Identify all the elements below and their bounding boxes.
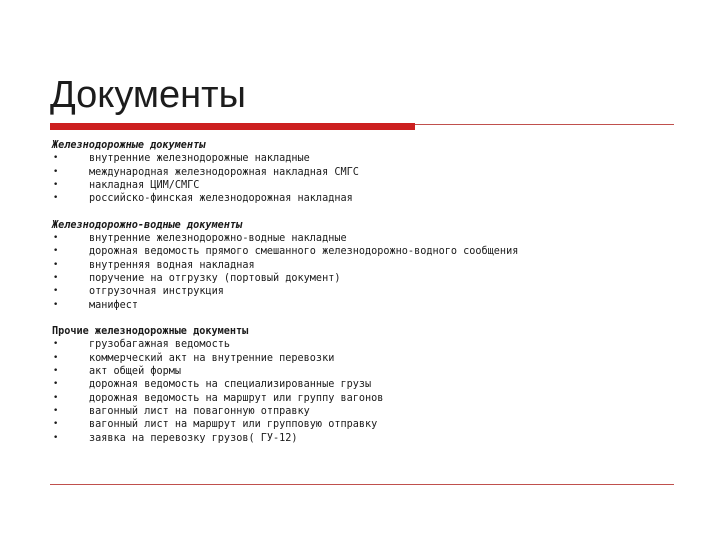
list-item [52,232,672,245]
list-item-text: манифест [89,299,139,311]
list-item [52,152,672,165]
slide-title: Документы [50,74,246,116]
list-item-text: внутренние железнодорожные накладные [89,153,310,165]
bullet-icon: • [53,246,59,257]
list-item [52,285,672,298]
bullet-icon: • [53,352,59,363]
list-item [52,166,672,179]
bullet-icon: • [53,259,59,270]
list-item [52,405,672,418]
bullet-icon: • [53,286,59,297]
bullet-icon: • [53,272,59,283]
bullet-icon: • [53,392,59,403]
list-item [52,338,672,351]
list-item-text: дорожная ведомость прямого смешанного железнодорожно-водного сообщения [89,246,519,258]
section-railway-documents [52,139,672,205]
bullet-list [52,338,672,444]
list-item-text: международная железнодорожная накладная СМГС [89,166,359,178]
bullet-list [52,232,672,312]
bullet-icon: • [53,339,59,350]
list-item-text: грузобагажная ведомость [89,339,231,351]
list-item [52,418,672,431]
section-heading: Прочие железнодорожные документы [52,326,249,338]
list-item [52,192,672,205]
list-item-text: российско-финская железнодорожная накладная [89,193,353,205]
bullet-icon: • [53,166,59,177]
footer-rule [50,484,674,485]
bullet-icon: • [53,405,59,416]
list-item [52,299,672,312]
list-item-text: акт общей формы [89,366,182,378]
list-item [52,378,672,391]
list-item [52,432,672,445]
bullet-list [52,152,672,205]
bullet-icon: • [53,419,59,430]
list-item-text: заявка на перевозку грузов( ГУ-12) [89,432,298,444]
list-item-text: коммерческий акт на внутренние перевозки [89,352,335,364]
list-item [52,179,672,192]
section-heading: Железнодорожно-водные документы [52,219,243,231]
bullet-icon: • [53,179,59,190]
title-underline-accent-bar [50,123,415,130]
list-item-text: внутренние железнодорожно-водные накладные [89,233,347,245]
bullet-icon: • [53,432,59,443]
list-item [52,392,672,405]
list-item-text: вагонный лист на повагонную отправку [89,405,310,417]
list-item-text: отгрузочная инструкция [89,286,224,298]
list-item-text: вагонный лист на маршрут или групповую отправку [89,419,378,431]
bullet-icon: • [53,233,59,244]
bullet-icon: • [53,379,59,390]
bullet-icon: • [53,153,59,164]
list-item-text: дорожная ведомость на специализированные грузы [89,379,372,391]
section-rail-water-documents [52,219,672,312]
section-heading: Железнодорожные документы [52,140,206,151]
list-item [52,365,672,378]
list-item-text: дорожная ведомость на маршрут или группу вагонов [89,392,384,404]
list-item [52,259,672,272]
list-item-text: поручение на отгрузку (портовый документ) [89,272,341,284]
list-item-text: накладная ЦИМ/СМГС [89,179,200,191]
list-item [52,272,672,285]
bullet-icon: • [53,193,59,204]
list-item [52,245,672,258]
section-other-railway-documents [52,325,672,445]
list-item-text: внутренняя водная накладная [89,259,255,271]
list-item [52,352,672,365]
slide-body [52,139,672,458]
bullet-icon: • [53,366,59,377]
bullet-icon: • [53,299,59,310]
